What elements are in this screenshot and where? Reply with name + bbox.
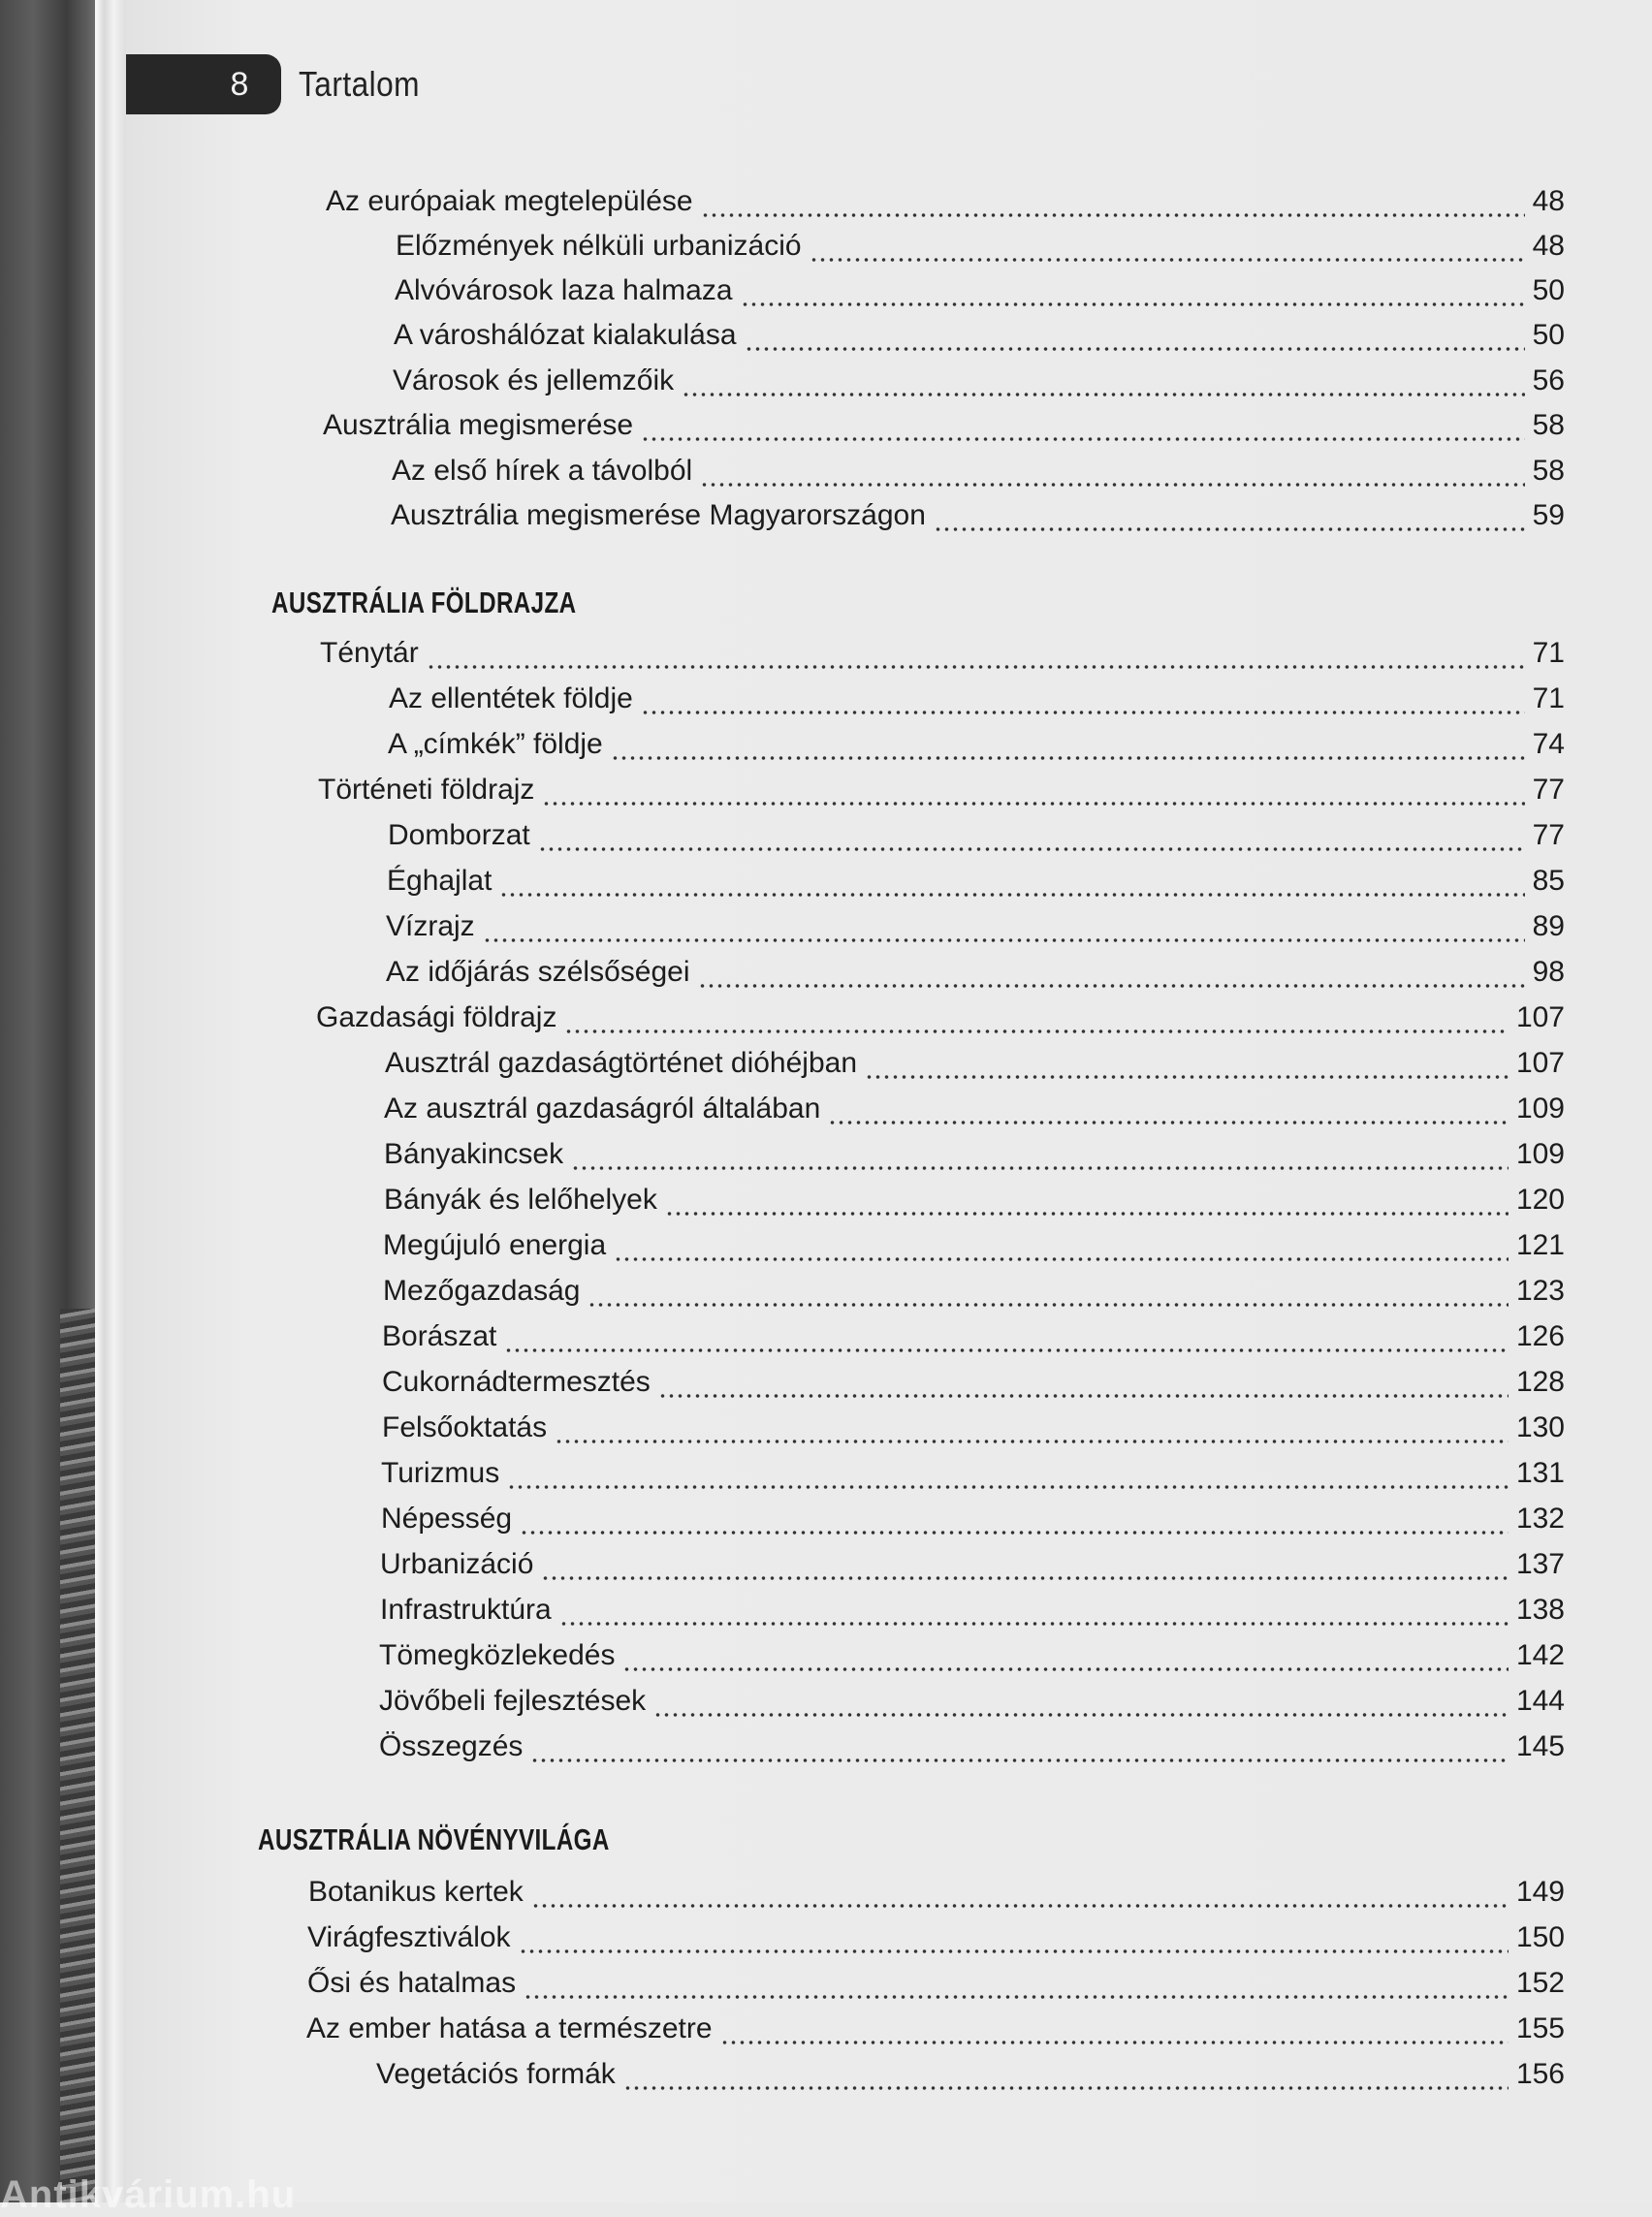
toc-entry xyxy=(383,1266,1565,1311)
toc-leader-dots xyxy=(427,638,1525,673)
toc-entry-page: 150 xyxy=(1515,1921,1565,1953)
toc-leader-dots xyxy=(588,1276,1508,1311)
toc-entry xyxy=(316,993,1565,1037)
toc-leader-dots xyxy=(538,820,1525,855)
toc-entry-title: Mezőgazdaság xyxy=(383,1275,581,1307)
toc-entry-title: Alvóvárosok laza halmaza xyxy=(395,274,733,306)
toc-leader-dots xyxy=(564,1002,1508,1037)
toc-entry-page: 48 xyxy=(1532,230,1565,262)
toc-entry-title: Népesség xyxy=(381,1503,513,1535)
toc-entry xyxy=(393,356,1565,400)
toc-entry-page: 107 xyxy=(1515,1047,1565,1079)
toc-entry xyxy=(387,856,1565,901)
toc-entry-title: Cukornádtermesztés xyxy=(382,1366,651,1398)
toc-leader-dots xyxy=(531,1877,1509,1912)
toc-entry-title: Az ellentétek földje xyxy=(389,682,633,714)
toc-entry xyxy=(308,1867,1565,1912)
page-number: 8 xyxy=(230,66,249,103)
toc-entry xyxy=(381,1448,1565,1493)
toc-leader-dots xyxy=(504,1321,1509,1356)
toc-entry xyxy=(323,400,1565,445)
toc-entry xyxy=(395,266,1565,310)
toc-leader-dots xyxy=(499,866,1524,901)
toc-entry xyxy=(386,902,1565,946)
toc-leader-dots xyxy=(623,2059,1509,2094)
toc-entry-title: Éghajlat xyxy=(387,865,492,897)
toc-entry xyxy=(380,1539,1565,1584)
toc-entry xyxy=(386,947,1565,992)
toc-leader-dots xyxy=(700,456,1524,491)
toc-entry-page: 74 xyxy=(1532,728,1565,760)
toc-leader-dots xyxy=(483,911,1525,946)
header-tab xyxy=(126,54,281,114)
toc-entry xyxy=(382,1403,1565,1447)
watermark: Antikvárium.hu xyxy=(0,2173,297,2216)
toc-entry-title: Az ember hatása a természetre xyxy=(306,2012,713,2044)
toc-leader-dots xyxy=(698,957,1525,992)
toc-entry-title: Előzmények nélküli urbanizáció xyxy=(396,230,802,262)
toc-entry-page: 56 xyxy=(1532,364,1565,396)
toc-entry xyxy=(384,1084,1565,1128)
toc-entry-title: Bányák és lelőhelyek xyxy=(384,1184,657,1216)
toc-entry-page: 89 xyxy=(1532,910,1565,942)
toc-entry-page: 137 xyxy=(1515,1548,1565,1580)
toc-leader-dots xyxy=(530,1731,1509,1766)
toc-entry-title: Városok és jellemzőik xyxy=(393,364,675,396)
toc-leader-dots xyxy=(934,500,1525,535)
toc-entry-title: Vegetációs formák xyxy=(376,2058,616,2090)
toc-entry-page: 71 xyxy=(1532,637,1565,669)
toc-entry-page: 77 xyxy=(1532,819,1565,851)
toc-entry xyxy=(307,1913,1565,1957)
toc-entry xyxy=(376,2049,1565,2094)
toc-leader-dots xyxy=(520,1504,1509,1538)
toc-entry-title: Felsőoktatás xyxy=(382,1411,548,1443)
toc-entry xyxy=(380,1585,1565,1630)
toc-leader-dots xyxy=(745,320,1525,355)
header-title: Tartalom xyxy=(299,64,421,104)
toc-entry xyxy=(389,674,1565,718)
toc-entry xyxy=(396,221,1565,266)
toc-entry-page: 50 xyxy=(1532,274,1565,306)
toc-leader-dots xyxy=(519,1922,1509,1957)
toc-entry-title: Vízrajz xyxy=(386,910,475,942)
toc-leader-dots xyxy=(542,775,1524,809)
toc-entry-page: 98 xyxy=(1532,956,1565,988)
section-heading: AUSZTRÁLIA NÖVÉNYVILÁGA xyxy=(258,1822,610,1856)
toc-entry xyxy=(385,1038,1565,1083)
toc-entry-page: 121 xyxy=(1515,1229,1565,1261)
page-edge xyxy=(95,0,126,2202)
toc-entry-title: Összegzés xyxy=(379,1730,524,1762)
toc-entry-title: Urbanizáció xyxy=(380,1548,534,1580)
toc-leader-dots xyxy=(682,365,1525,400)
toc-leader-dots xyxy=(658,1367,1509,1402)
toc-entry-title: A „címkék” földje xyxy=(388,728,603,760)
toc-leader-dots xyxy=(701,186,1525,221)
toc-entry-page: 152 xyxy=(1515,1967,1565,1999)
toc-entry-page: 109 xyxy=(1515,1093,1565,1124)
toc-entry xyxy=(320,628,1565,673)
toc-entry-title: Ősi és hatalmas xyxy=(307,1967,517,1999)
toc-leader-dots xyxy=(541,1549,1509,1584)
toc-entry-page: 126 xyxy=(1515,1320,1565,1352)
toc-entry-page: 48 xyxy=(1532,185,1565,217)
toc-entry-title: Történeti földrajz xyxy=(318,774,535,806)
toc-entry-page: 156 xyxy=(1515,2058,1565,2090)
toc-leader-dots xyxy=(524,1968,1509,2003)
toc-entry-page: 77 xyxy=(1532,774,1565,806)
toc-entry-page: 85 xyxy=(1532,865,1565,897)
toc-entry xyxy=(388,810,1565,855)
toc-entry-page: 107 xyxy=(1515,1001,1565,1033)
toc-leader-dots xyxy=(622,1640,1508,1675)
toc-entry-page: 142 xyxy=(1515,1639,1565,1671)
toc-leader-dots xyxy=(641,683,1525,718)
toc-entry-title: Gazdasági földrajz xyxy=(316,1001,557,1033)
toc-entry-page: 131 xyxy=(1515,1457,1565,1489)
toc-leader-dots xyxy=(741,275,1525,310)
toc-entry-page: 128 xyxy=(1515,1366,1565,1398)
toc-entry-title: Borászat xyxy=(382,1320,497,1352)
toc-entry-page: 155 xyxy=(1515,2012,1565,2044)
toc-entry-title: Turizmus xyxy=(381,1457,500,1489)
toc-entry xyxy=(318,765,1565,809)
toc-entry xyxy=(384,1129,1565,1174)
toc-leader-dots xyxy=(571,1139,1509,1174)
toc-entry xyxy=(307,1958,1565,2003)
toc-entry-title: Az első hírek a távolból xyxy=(392,455,693,487)
toc-entry-page: 145 xyxy=(1515,1730,1565,1762)
toc-leader-dots xyxy=(611,729,1525,764)
toc-leader-dots xyxy=(559,1595,1509,1630)
toc-leader-dots xyxy=(810,231,1525,266)
toc-entry xyxy=(379,1631,1565,1675)
toc-entry-title: Megújuló energia xyxy=(383,1229,607,1261)
toc-leader-dots xyxy=(614,1230,1509,1265)
toc-entry xyxy=(388,719,1565,764)
toc-entry-page: 138 xyxy=(1515,1594,1565,1626)
toc-leader-dots xyxy=(828,1093,1509,1128)
toc-entry xyxy=(381,1494,1565,1538)
toc-entry-page: 71 xyxy=(1532,682,1565,714)
toc-entry-page: 130 xyxy=(1515,1411,1565,1443)
toc-entry xyxy=(382,1357,1565,1402)
toc-entry-title: Botanikus kertek xyxy=(308,1876,524,1908)
toc-entry-title: Az ausztrál gazdaságról általában xyxy=(384,1093,821,1124)
section-heading: AUSZTRÁLIA FÖLDRAJZA xyxy=(271,586,577,619)
toc-entry-title: Infrastruktúra xyxy=(380,1594,552,1626)
toc-entry xyxy=(379,1676,1565,1721)
toc-entry-page: 58 xyxy=(1532,455,1565,487)
toc-entry-title: Ausztrál gazdaságtörténet dióhéjban xyxy=(385,1047,858,1079)
toc-leader-dots xyxy=(653,1686,1509,1721)
toc-entry-title: Jövőbeli fejlesztések xyxy=(379,1685,647,1717)
toc-entry-title: Bányakincsek xyxy=(384,1138,564,1170)
toc-entry-page: 59 xyxy=(1532,499,1565,531)
toc-entry-page: 132 xyxy=(1515,1503,1565,1535)
spine-photo xyxy=(60,1309,95,2202)
toc-entry xyxy=(384,1175,1565,1219)
toc-entry-page: 50 xyxy=(1532,319,1565,351)
toc-leader-dots xyxy=(555,1412,1509,1447)
toc-entry xyxy=(306,2004,1565,2048)
toc-entry-title: A városhálózat kialakulása xyxy=(394,319,737,351)
toc-leader-dots xyxy=(865,1048,1509,1083)
toc-leader-dots xyxy=(665,1185,1509,1219)
toc-entry-title: Ausztrália megismerése xyxy=(323,409,634,441)
toc-entry-title: Ténytár xyxy=(320,637,419,669)
toc-entry-page: 58 xyxy=(1532,409,1565,441)
toc-entry xyxy=(391,491,1565,535)
toc-entry-title: Virágfesztiválok xyxy=(307,1921,511,1953)
toc-entry-page: 123 xyxy=(1515,1275,1565,1307)
toc-entry xyxy=(392,446,1565,491)
toc-entry-title: Az európaiak megtelepülése xyxy=(326,185,693,217)
toc-entry xyxy=(383,1220,1565,1265)
toc-entry-page: 144 xyxy=(1515,1685,1565,1717)
toc-leader-dots xyxy=(507,1458,1509,1493)
toc-entry-title: Az időjárás szélsőségei xyxy=(386,956,690,988)
toc-entry xyxy=(326,176,1565,221)
toc-entry-title: Tömegközlekedés xyxy=(379,1639,616,1671)
toc-entry xyxy=(394,310,1565,355)
toc-entry-page: 149 xyxy=(1515,1876,1565,1908)
toc-entry-page: 120 xyxy=(1515,1184,1565,1216)
toc-entry-page: 109 xyxy=(1515,1138,1565,1170)
toc-entry-title: Domborzat xyxy=(388,819,530,851)
toc-leader-dots xyxy=(641,410,1525,445)
toc-entry xyxy=(379,1722,1565,1766)
toc-entry-title: Ausztrália megismerése Magyarországon xyxy=(391,499,926,531)
toc-entry xyxy=(382,1312,1565,1356)
toc-leader-dots xyxy=(720,2013,1509,2048)
